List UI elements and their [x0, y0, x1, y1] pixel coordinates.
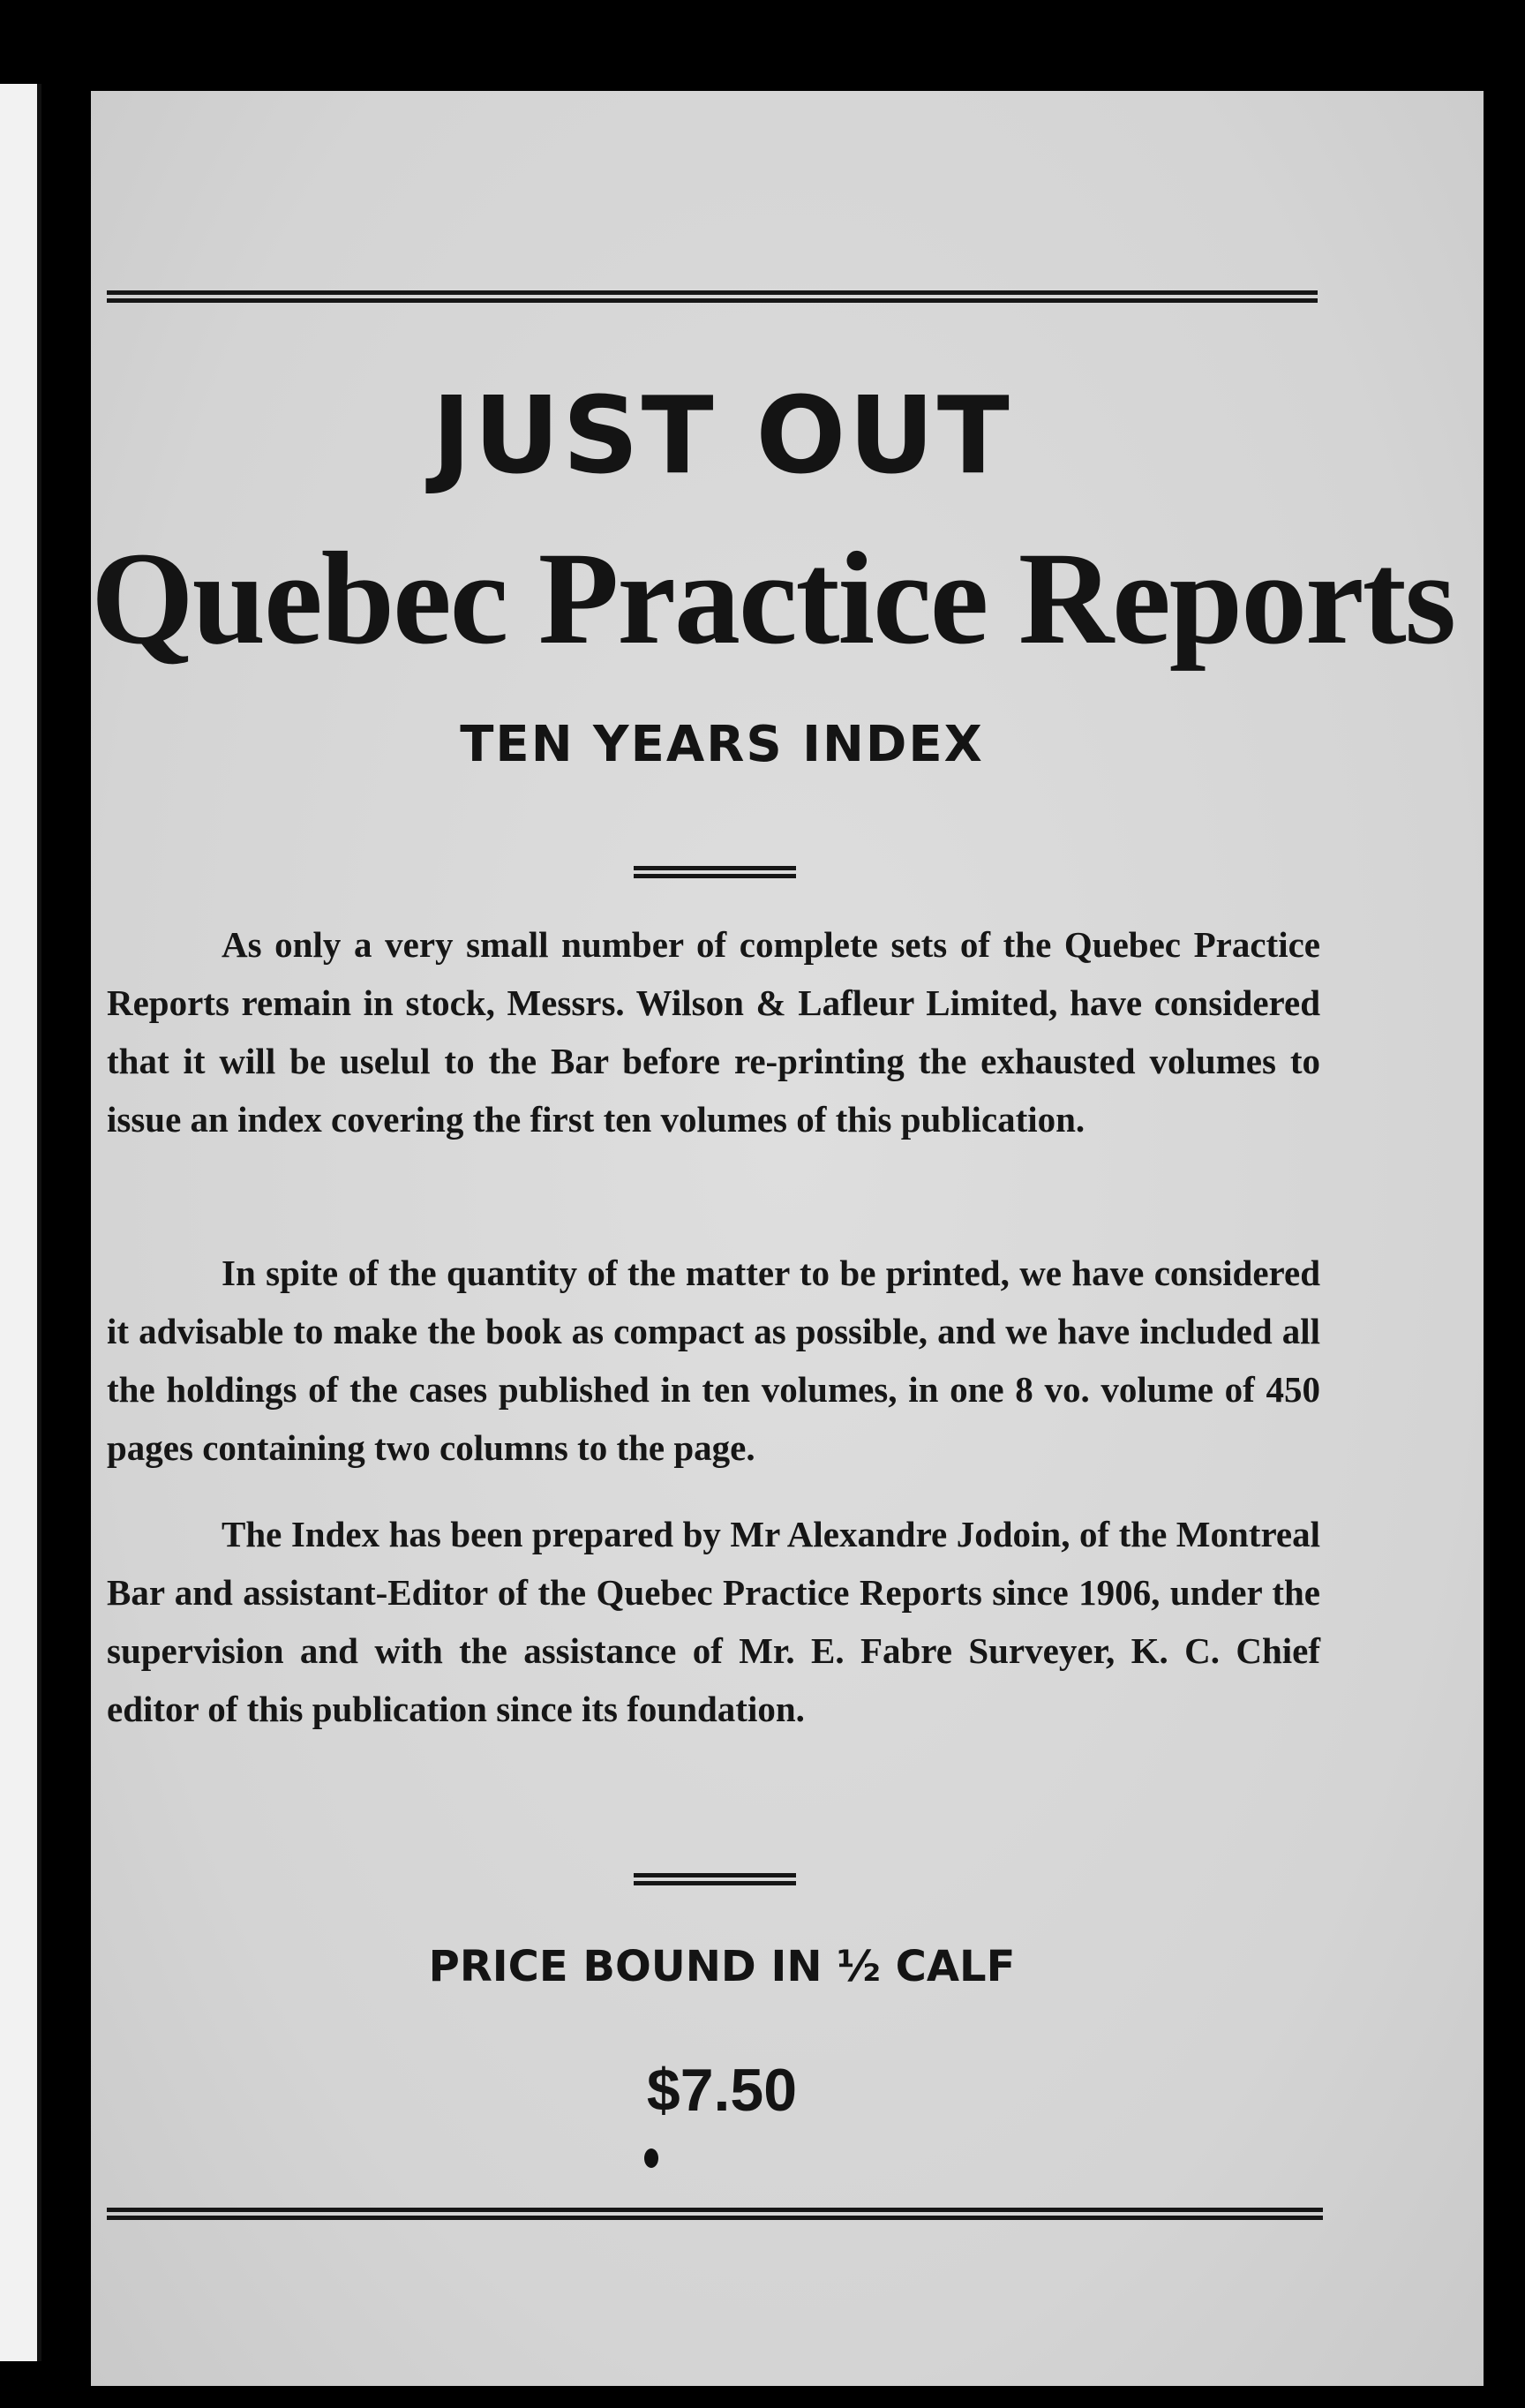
subtitle: TEN YEARS INDEX: [460, 716, 984, 773]
top-double-rule: [107, 290, 1318, 303]
paragraph-2: [107, 1244, 1320, 1477]
paragraph-3-text: The Index has been prepared by Mr Alexandre Jodoin, of the Montreal Bar and assistant-Editor of the Quebec Practice Reports since 1906, under the supervision and with the assistance of Mr. E. Fabre Surveyer, K. C. Chief editor of this publication since its foundation.: [107, 1514, 1320, 1729]
paragraph-1-text: As only a very small number of complete sets of the Quebec Practice Reports remain in stock, Messrs. Wilson & Lafleur Limited, have considered that it will be uselul to the Bar before re-printing the exhausted volumes to issue an index covering the first ten volumes of this publication.: [107, 924, 1320, 1140]
price: $7.50: [646, 2057, 798, 2124]
page: [91, 91, 1484, 2386]
headline: JUST OUT: [432, 375, 1012, 498]
paragraph-2-text: In spite of the quantity of the matter to be printed, we have considered it advisable to make the book as compact as possible, and we have included all the holdings of the cases published in ten volumes, in one 8 vo. volume of 450 pages containing two columns to the page.: [107, 1253, 1320, 1468]
paragraph-1: [107, 915, 1320, 1148]
adjacent-page-edge: [0, 84, 41, 2361]
paragraph-3: [107, 1505, 1320, 1738]
section-divider: [634, 1873, 796, 1885]
section-divider: [634, 866, 796, 878]
price-label: PRICE BOUND IN ½ CALF: [428, 1942, 1016, 1991]
ink-mark: [644, 2148, 658, 2168]
page-title: Quebec Practice Reports: [91, 525, 1455, 672]
bottom-double-rule: [107, 2208, 1323, 2220]
